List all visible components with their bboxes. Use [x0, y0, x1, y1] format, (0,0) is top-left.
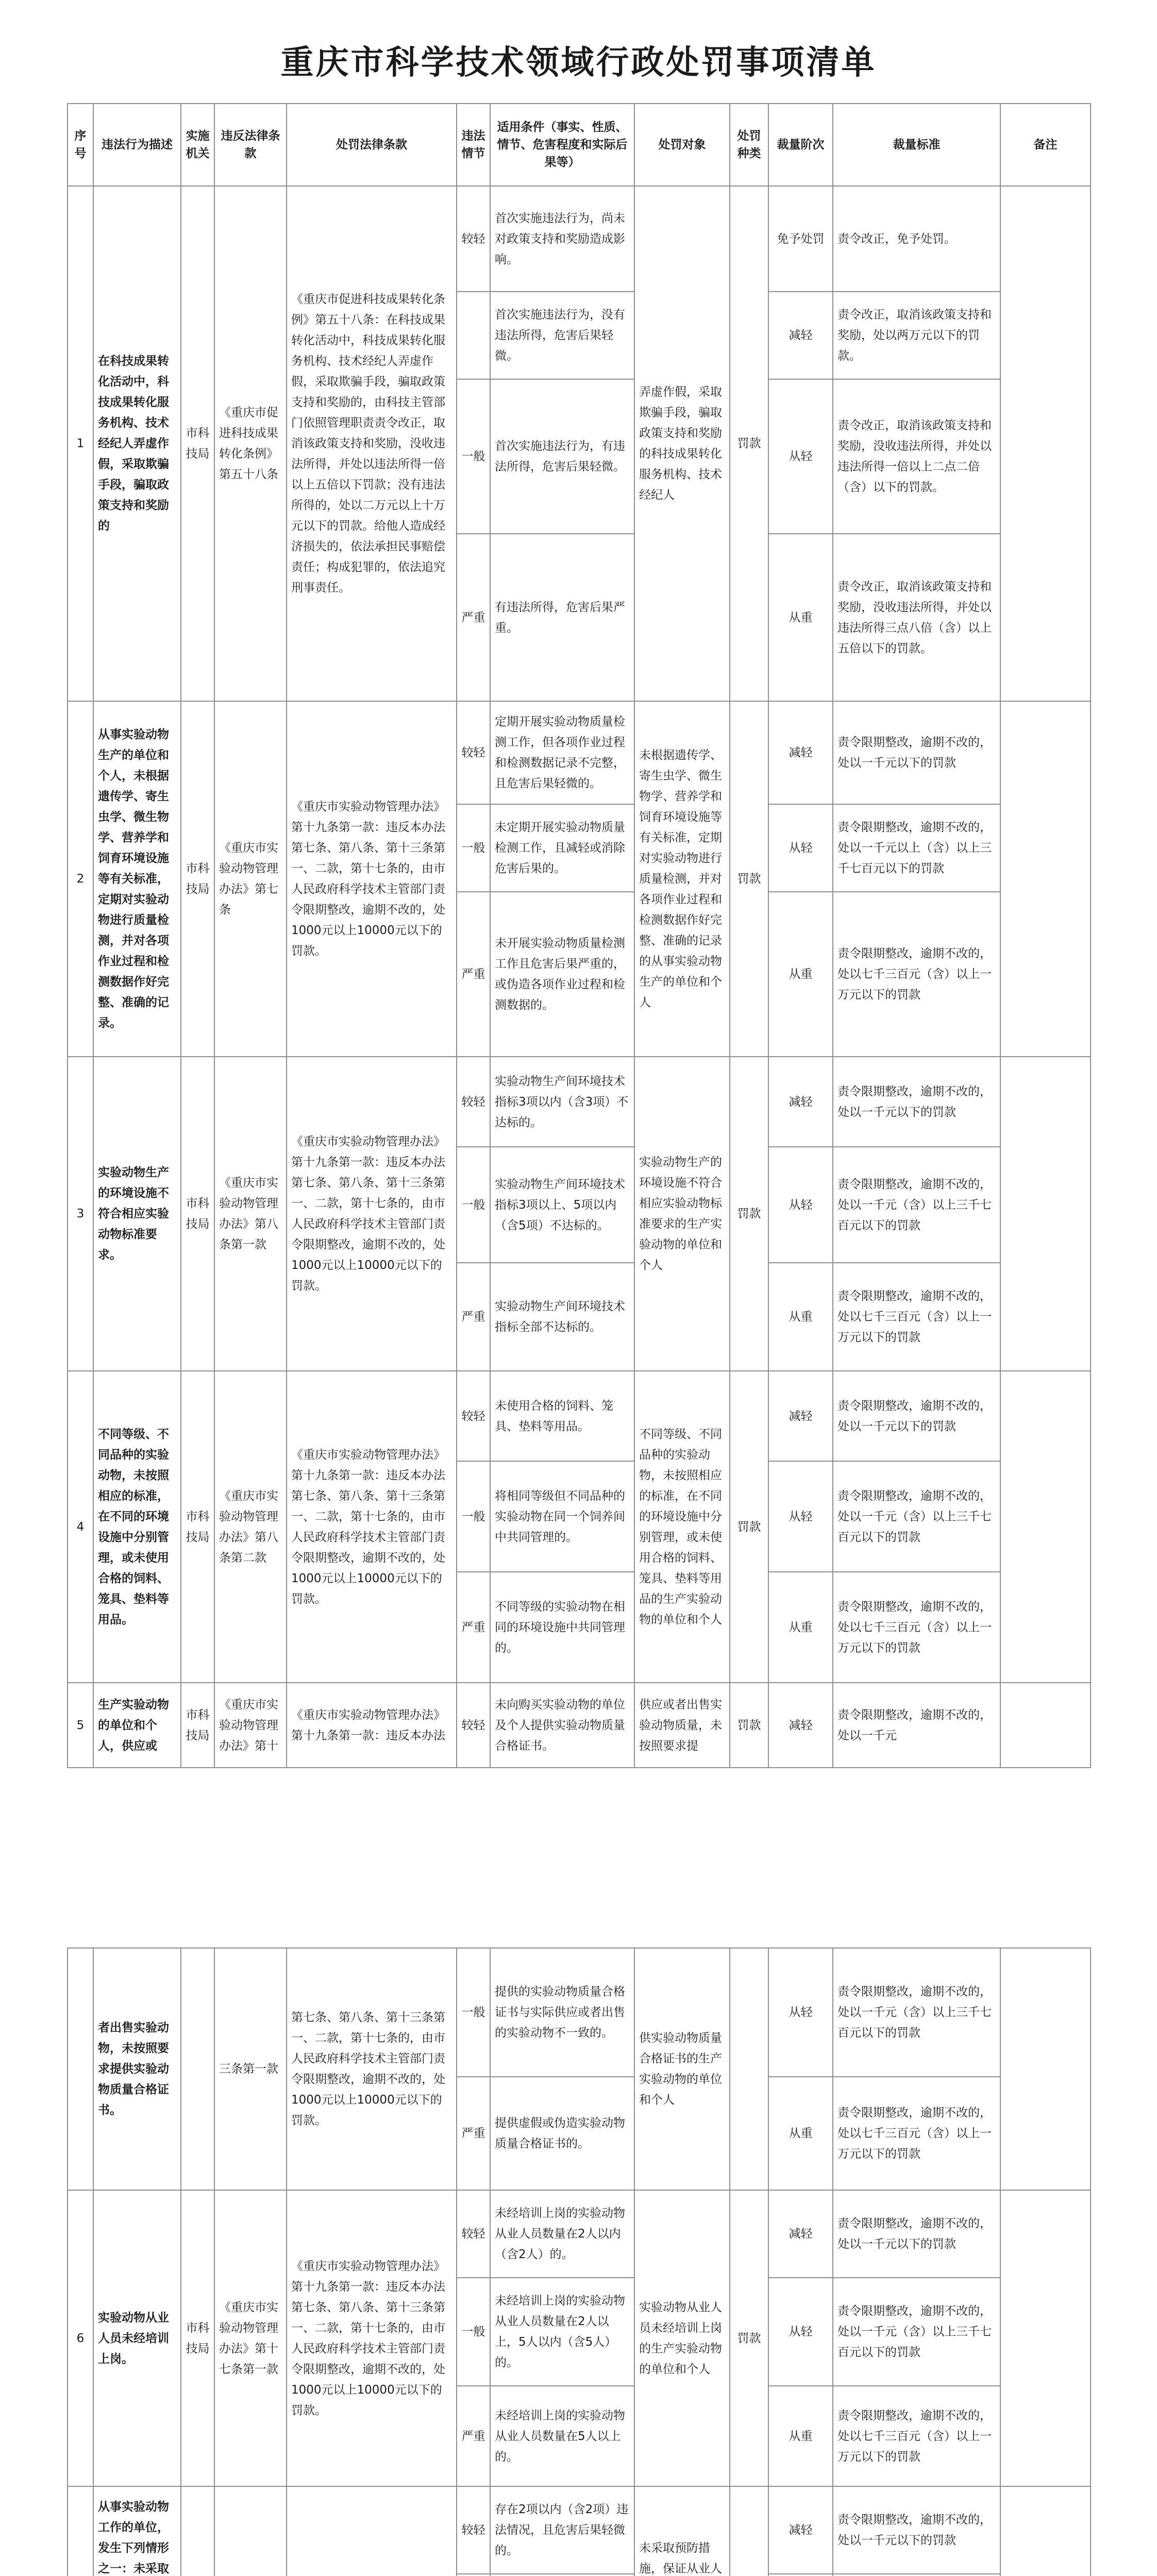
applicable-condition: 定期开展实验动物质量检测工作，但各项作业过程和检测数据记录不完整，且危害后果轻微的。	[490, 701, 634, 804]
header-cell: 备注	[1000, 104, 1091, 186]
discretion-tier: 从重	[768, 534, 833, 701]
discretion-tier: 免予处罚	[768, 186, 833, 292]
penalty-type: 罚款	[730, 1057, 768, 1371]
violation-plot: 严重	[457, 534, 490, 701]
violation-description: 实验动物从业人员未经培训上岗。	[93, 2190, 181, 2486]
violation-plot: 一般	[457, 1948, 490, 2077]
penalty-type: 罚款	[730, 1683, 768, 1768]
violated-law: 《重庆市实验动物管理办法》第八条第二款	[214, 1371, 287, 1683]
penalty-law	[287, 2486, 457, 2576]
applicable-condition: 提供的实验动物质量合格证书与实际供应或者出售的实验动物不一致的。	[490, 1948, 634, 2077]
violation-plot: 较轻	[457, 1057, 490, 1147]
discretion-standard: 责令限期整改，逾期不改的，处以一千元以下的罚款	[833, 701, 1000, 804]
discretion-tier: 减轻	[768, 2486, 833, 2574]
applicable-condition: 将相同等级但不同品种的实验动物在同一个饲养间中共同管理的。	[490, 1461, 634, 1572]
row-number	[68, 2486, 93, 2576]
violation-plot: 严重	[457, 2077, 490, 2190]
penalty-target: 未采取预防措施，保证从业人	[634, 2486, 730, 2576]
discretion-standard: 责令限期整改，逾期不改的，处以一千元（含）以上三千七百元以下的罚款	[833, 1948, 1000, 2077]
penalty-target: 供应或者出售实验动物质量，未按照要求提	[634, 1683, 730, 1768]
violation-description: 不同等级、不同品种的实验动物，未按照相应的标准，在不同的环境设施中分别管理，或未使用合格的饲料、笼具、垫料等用品。	[93, 1371, 181, 1683]
discretion-standard: 责令限期整改，逾期不改的，处以一千元（含）以上三千七百元以下的罚款	[833, 2278, 1000, 2386]
violation-plot: 较轻	[457, 1371, 490, 1461]
applicable-condition: 未经培训上岗的实验动物从业人员数量在5人以上的。	[490, 2386, 634, 2486]
discretion-tier: 从重	[768, 892, 833, 1057]
discretion-tier: 减轻	[768, 1371, 833, 1461]
page-title: 重庆市科学技术领域行政处罚事项清单	[280, 44, 877, 82]
violated-law: 三条第一款	[214, 1948, 287, 2190]
table-row	[68, 1371, 1091, 1461]
violation-plot: 一般	[457, 1461, 490, 1572]
row-number: 2	[68, 701, 93, 1057]
discretion-standard: 责令限期整改，逾期不改的，处以一千元以下的罚款	[833, 2190, 1000, 2278]
violation-plot: 较轻	[457, 1683, 490, 1768]
header-cell: 处罚种类	[730, 104, 768, 186]
enforcement-agency: 市科技局	[181, 1371, 214, 1683]
penalty-law: 第七条、第八条、第十三条第一、二款，第十七条的，由市人民政府科学技术主管部门责令限期整改，逾期不改的，处1000元以上10000元以下的罚款。	[287, 1948, 457, 2190]
violation-description: 生产实验动物的单位和个人，供应或	[93, 1683, 181, 1768]
discretion-tier: 减轻	[768, 701, 833, 804]
penalty-type	[730, 1948, 768, 2190]
discretion-standard: 责令限期整改，逾期不改的，处以七千三百元（含）以上一万元以下的罚款	[833, 1263, 1000, 1371]
discretion-tier: 从重	[768, 2077, 833, 2190]
discretion-standard: 责令限期整改，逾期不改的，处以七千三百元（含）以上一万元以下的罚款	[833, 892, 1000, 1057]
header-cell: 处罚对象	[634, 104, 730, 186]
applicable-condition: 实验动物生产间环境技术指标3项以上、5项以内（含5项）不达标的。	[490, 1147, 634, 1263]
table-row	[68, 186, 1091, 292]
applicable-condition: 实验动物生产间环境技术指标全部不达标的。	[490, 1263, 634, 1371]
discretion-tier: 减轻	[768, 2190, 833, 2278]
enforcement-agency: 市科技局	[181, 2190, 214, 2486]
applicable-condition: 未经培训上岗的实验动物从业人员数量在2人以上，5人以内（含5人）的。	[490, 2278, 634, 2386]
penalty-type: 罚款	[730, 2190, 768, 2486]
table-row	[68, 701, 1091, 804]
penalty-type: 罚款	[730, 701, 768, 1057]
discretion-tier: 减轻	[768, 292, 833, 379]
header-cell: 违反法律条款	[214, 104, 287, 186]
remarks	[1000, 1371, 1091, 1683]
violated-law: 《重庆市促进科技成果转化条例》第五十八条	[214, 186, 287, 701]
penalty-type: 罚款	[730, 186, 768, 701]
violation-plot: 一般	[457, 804, 490, 892]
penalty-type	[730, 2486, 768, 2576]
discretion-tier: 从轻	[768, 1147, 833, 1263]
violation-description: 从事实验动物生产的单位和个人，未根据遗传学、寄生虫学、微生物学、营养学和饲育环境设施等有关标准，定期对实验动物进行质量检测，并对各项作业过程和检测数据作好完整、准确的记录。	[93, 701, 181, 1057]
violation-plot: 较轻	[457, 186, 490, 292]
violation-plot: 严重	[457, 1263, 490, 1371]
penalty-law: 《重庆市实验动物管理办法》第十九条第一款：违反本办法	[287, 1683, 457, 1768]
discretion-standard	[833, 2574, 1000, 2576]
enforcement-agency	[181, 2486, 214, 2576]
penalty-target: 供实验动物质量合格证书的生产实验动物的单位和个人	[634, 1948, 730, 2190]
remarks	[1000, 2486, 1091, 2576]
violation-plot: 严重	[457, 2386, 490, 2486]
applicable-condition: 存在2项以内（含2项）违法情况，且危害后果轻微的。	[490, 2486, 634, 2574]
applicable-condition: 未经培训上岗的实验动物从业人员数量在2人以内（含2人）的。	[490, 2190, 634, 2278]
violated-law: 《重庆市实验动物管理办法》第十	[214, 1683, 287, 1768]
table-row	[68, 1948, 1091, 2077]
violated-law	[214, 2486, 287, 2576]
penalty-law: 《重庆市实验动物管理办法》第十九条第一款：违反本办法第七条、第八条、第十三条第一、二款，第十七条的，由市人民政府科学技术主管部门责令限期整改，逾期不改的，处1000元以上10000元以下的罚款。	[287, 1057, 457, 1371]
violation-plot: 一般	[457, 379, 490, 534]
remarks	[1000, 186, 1091, 701]
table-row	[68, 2486, 1091, 2574]
violation-description: 者出售实验动物，未按照要求提供实验动物质量合格证书。	[93, 1948, 181, 2190]
row-number: 5	[68, 1683, 93, 1768]
violation-plot: 一般	[457, 1147, 490, 1263]
applicable-condition: 未定期开展实验动物质量检测工作，且减轻或消除危害后果的。	[490, 804, 634, 892]
discretion-standard: 责令限期整改，逾期不改的，处以七千三百元（含）以上一万元以下的罚款	[833, 2386, 1000, 2486]
header-row	[68, 104, 1091, 186]
discretion-standard: 责令改正，取消该政策支持和奖励，没收违法所得，并处以违法所得三点八倍（含）以上五倍以下的罚款。	[833, 534, 1000, 701]
violation-plot	[457, 2574, 490, 2576]
discretion-standard: 责令限期整改，逾期不改的，处以一千元以下的罚款	[833, 1371, 1000, 1461]
row-number: 6	[68, 2190, 93, 2486]
remarks	[1000, 701, 1091, 1057]
header-cell: 违法情节	[457, 104, 490, 186]
header-cell: 处罚法律条款	[287, 104, 457, 186]
header-cell: 违法行为描述	[93, 104, 181, 186]
applicable-condition: 未开展实验动物质量检测工作且危害后果严重的，或伪造各项作业过程和检测数据的。	[490, 892, 634, 1057]
applicable-condition: 首次实施违法行为，没有违法所得，危害后果轻微。	[490, 292, 634, 379]
discretion-tier: 从重	[768, 1572, 833, 1683]
violated-law: 《重庆市实验动物管理办法》第七条	[214, 701, 287, 1057]
discretion-standard: 责令限期整改，逾期不改的，处以一千元以下的罚款	[833, 1057, 1000, 1147]
header-cell: 适用条件（事实、性质、情节、危害程度和实际后果等）	[490, 104, 634, 186]
discretion-tier: 从轻	[768, 804, 833, 892]
violated-law: 《重庆市实验动物管理办法》第十七条第一款	[214, 2190, 287, 2486]
penalty-table	[67, 103, 1091, 1768]
violation-description: 从事实验动物工作的单位，发生下列情形之一：未采取	[93, 2486, 181, 2576]
enforcement-agency: 市科技局	[181, 186, 214, 701]
row-number: 4	[68, 1371, 93, 1683]
discretion-standard: 责令限期整改，逾期不改的，处以一千元	[833, 1683, 1000, 1768]
discretion-standard: 责令限期整改，逾期不改的，处以七千三百元（含）以上一万元以下的罚款	[833, 2077, 1000, 2190]
header-cell: 实施机关	[181, 104, 214, 186]
violation-description: 在科技成果转化活动中，科技成果转化服务机构、技术经纪人弄虚作假，采取欺骗手段，骗取政策支持和奖励的	[93, 186, 181, 701]
penalty-law: 《重庆市实验动物管理办法》第十九条第一款：违反本办法第七条、第八条、第十三条第一、二款，第十七条的，由市人民政府科学技术主管部门责令限期整改，逾期不改的，处1000元以上10000元以下的罚款。	[287, 1371, 457, 1683]
penalty-target: 实验动物生产的环境设施不符合相应实验动物标准要求的生产实验动物的单位和个人	[634, 1057, 730, 1371]
discretion-tier: 从重	[768, 2386, 833, 2486]
penalty-table-continued	[67, 1947, 1091, 2576]
applicable-condition: 不同等级的实验动物在相同的环境设施中共同管理的。	[490, 1572, 634, 1683]
applicable-condition: 实验动物生产间环境技术指标3项以内（含3项）不达标的。	[490, 1057, 634, 1147]
enforcement-agency: 市科技局	[181, 1057, 214, 1371]
discretion-tier: 从重	[768, 1263, 833, 1371]
penalty-law: 《重庆市实验动物管理办法》第十九条第一款：违反本办法第七条、第八条、第十三条第一、二款，第十七条的，由市人民政府科学技术主管部门责令限期整改，逾期不改的，处1000元以上10000元以下的罚款。	[287, 701, 457, 1057]
applicable-condition: 首次实施违法行为，有违法所得，危害后果轻微。	[490, 379, 634, 534]
header-cell: 序号	[68, 104, 93, 186]
discretion-standard: 责令改正，取消该政策支持和奖励，没收违法所得，并处以违法所得一倍以上二点二倍（含）以下的罚款。	[833, 379, 1000, 534]
table-row	[68, 1683, 1091, 1768]
violation-plot: 较轻	[457, 2486, 490, 2574]
discretion-standard: 责令限期整改，逾期不改的，处以一千元（含）以上三千七百元以下的罚款	[833, 1147, 1000, 1263]
remarks	[1000, 1948, 1091, 2190]
remarks	[1000, 2190, 1091, 2486]
violation-plot: 较轻	[457, 701, 490, 804]
violation-description: 实验动物生产的环境设施不符合相应实验动物标准要求。	[93, 1057, 181, 1371]
violation-plot: 较轻	[457, 2190, 490, 2278]
table-row	[68, 2190, 1091, 2278]
applicable-condition: 提供虚假或伪造实验动物质量合格证书的。	[490, 2077, 634, 2190]
violation-plot: 严重	[457, 892, 490, 1057]
discretion-tier: 从轻	[768, 2278, 833, 2386]
header-cell: 裁量阶次	[768, 104, 833, 186]
discretion-standard: 责令限期整改，逾期不改的，处以一千元以下的罚款	[833, 2486, 1000, 2574]
penalty-law: 《重庆市促进科技成果转化条例》第五十八条：在科技成果转化活动中，科技成果转化服务机构、技术经纪人弄虚作假，采取欺骗手段，骗取政策支持和奖励的，由科技主管部门依照管理职责责令改正，取消该政策支持和奖励，没收违法所得，并处以违法所得一倍以上五倍以下罚款；没有违法所得的，处以二万元以上十万元以下的罚款。给他人造成经济损失的，依法承担民事赔偿责任；构成犯罪的，依法追究刑事责任。	[287, 186, 457, 701]
row-number: 3	[68, 1057, 93, 1371]
discretion-tier	[768, 2574, 833, 2576]
discretion-tier: 从轻	[768, 379, 833, 534]
penalty-target: 弄虚作假，采取欺骗手段，骗取政策支持和奖励的科技成果转化服务机构、技术经纪人	[634, 186, 730, 701]
applicable-condition	[490, 2574, 634, 2576]
discretion-standard: 责令限期整改，逾期不改的，处以七千三百元（含）以上一万元以下的罚款	[833, 1572, 1000, 1683]
penalty-target: 实验动物从业人员未经培训上岗的生产实验动物的单位和个人	[634, 2190, 730, 2486]
remarks	[1000, 1057, 1091, 1371]
remarks	[1000, 1683, 1091, 1768]
row-number	[68, 1948, 93, 2190]
applicable-condition: 有违法所得，危害后果严重。	[490, 534, 634, 701]
enforcement-agency	[181, 1948, 214, 2190]
enforcement-agency: 市科技局	[181, 1683, 214, 1768]
discretion-tier: 减轻	[768, 1057, 833, 1147]
header-cell: 裁量标准	[833, 104, 1000, 186]
discretion-standard: 责令限期整改，逾期不改的，处以一千元（含）以上三千七百元以下的罚款	[833, 1461, 1000, 1572]
violation-plot: 严重	[457, 1572, 490, 1683]
applicable-condition: 未向购买实验动物的单位及个人提供实验动物质量合格证书。	[490, 1683, 634, 1768]
discretion-standard: 责令限期整改，逾期不改的，处以一千元以上（含）以上三千七百元以下的罚款	[833, 804, 1000, 892]
applicable-condition: 首次实施违法行为，尚未对政策支持和奖励造成影响。	[490, 186, 634, 292]
applicable-condition: 未使用合格的饲料、笼具、垫料等用品。	[490, 1371, 634, 1461]
penalty-target: 未根据遗传学、寄生虫学、微生物学、营养学和饲育环境设施等有关标准，定期对实验动物进行质量检测，并对各项作业过程和检测数据作好完整、准确的记录的从事实验动物生产的单位和个人	[634, 701, 730, 1057]
discretion-standard: 责令改正，免予处罚。	[833, 186, 1000, 292]
violated-law: 《重庆市实验动物管理办法》第八条第一款	[214, 1057, 287, 1371]
discretion-standard: 责令改正，取消该政策支持和奖励，处以两万元以下的罚款。	[833, 292, 1000, 379]
violation-plot: 一般	[457, 2278, 490, 2386]
penalty-target: 不同等级、不同品种的实验动物，未按照相应的标准，在不同的环境设施中分别管理，或未使用合格的饲料、笼具、垫料等用品的生产实验动物的单位和个人	[634, 1371, 730, 1683]
discretion-tier: 减轻	[768, 1683, 833, 1768]
discretion-tier: 从轻	[768, 1948, 833, 2077]
penalty-type: 罚款	[730, 1371, 768, 1683]
table-row	[68, 1057, 1091, 1147]
violation-plot	[457, 292, 490, 379]
row-number: 1	[68, 186, 93, 701]
penalty-law: 《重庆市实验动物管理办法》第十九条第一款：违反本办法第七条、第八条、第十三条第一、二款，第十七条的，由市人民政府科学技术主管部门责令限期整改，逾期不改的，处1000元以上10000元以下的罚款。	[287, 2190, 457, 2486]
enforcement-agency: 市科技局	[181, 701, 214, 1057]
discretion-tier: 从轻	[768, 1461, 833, 1572]
